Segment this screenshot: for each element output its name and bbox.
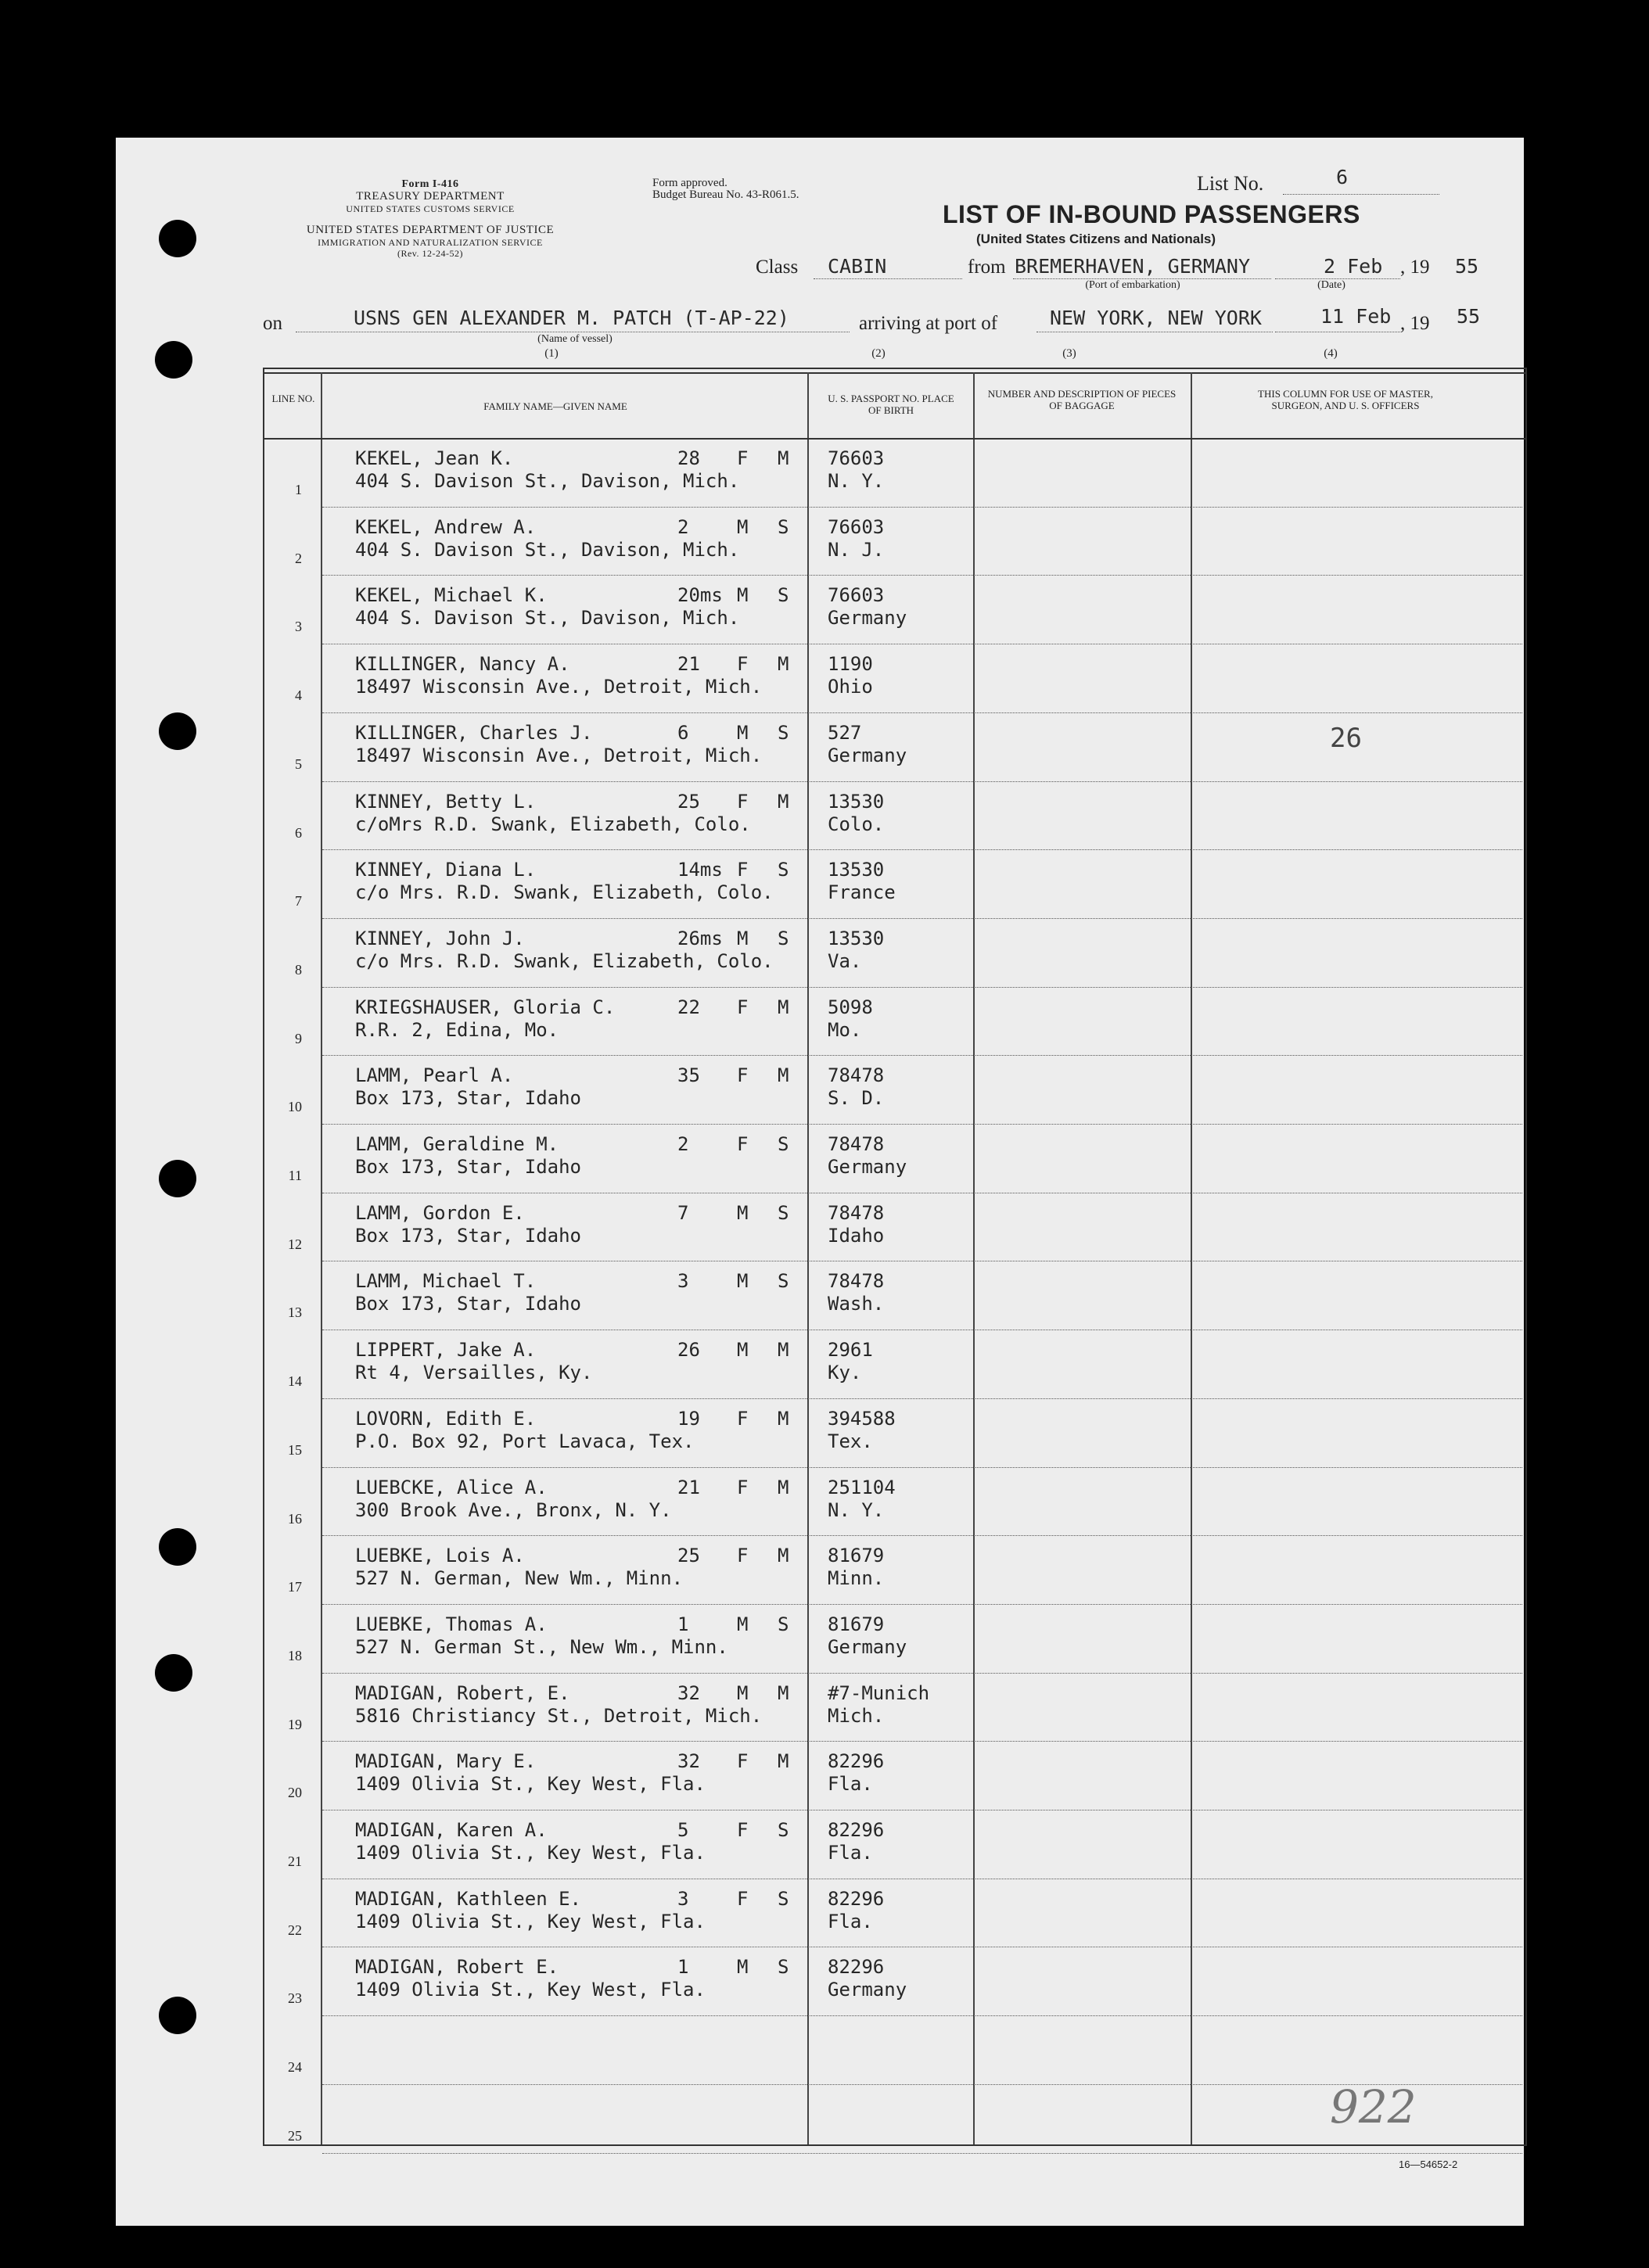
passenger-marital: M [778,1064,789,1087]
passenger-marital: M [778,790,789,813]
passport-number: 2961 [828,1339,873,1362]
passenger-address: 527 N. German, New Wm., Minn. [355,1567,684,1590]
col-num-3: (3) [1062,347,1076,360]
from-value: BREMERHAVEN, GERMANY [1015,255,1251,278]
arriving-label: arriving at port of [859,313,998,334]
place-of-birth: Ky. [828,1362,862,1384]
arrival-year-prefix: , 19 [1400,313,1430,334]
passenger-name: MADIGAN, Karen A. [355,1819,548,1841]
passenger-name: KILLINGER, Nancy A. [355,653,570,676]
passport-number: 82296 [828,1956,885,1979]
vessel-name: USNS GEN ALEXANDER M. PATCH (T-AP-22) [354,307,789,329]
passenger-address: Box 173, Star, Idaho [355,1293,581,1315]
passenger-address: 1409 Olivia St., Key West, Fla. [355,1979,706,2001]
passenger-table-border [263,368,1527,2146]
row-separator [322,507,1522,508]
class-label: Class [756,257,799,278]
passport-number: 78478 [828,1133,885,1155]
passenger-marital: S [778,859,789,881]
line-number: 25 [288,2127,302,2144]
place-of-birth: Germany [828,1635,907,1658]
passenger-age: 2 [677,1133,689,1155]
binder-hole [159,1528,196,1566]
passenger-age: 1 [677,1613,689,1635]
passenger-age: 28 [677,447,700,469]
passenger-name: KEKEL, Andrew A. [355,515,537,538]
passenger-age: 26ms [677,927,723,949]
passport-number: 82296 [828,1887,885,1910]
passenger-address: 404 S. Davison St., Davison, Mich. [355,607,740,630]
row-separator [322,575,1522,576]
row-separator [322,987,1522,988]
passenger-marital: M [778,996,789,1018]
line-number: 11 [288,1168,302,1183]
passenger-address: P.O. Box 92, Port Lavaca, Tex. [355,1430,695,1452]
row-separator [322,781,1522,782]
passport-number: 81679 [828,1545,885,1567]
passenger-sex: F [737,1819,749,1841]
passenger-name: LAMM, Michael T. [355,1270,537,1293]
place-of-birth: Fla. [828,1910,873,1932]
row-separator [322,1124,1522,1125]
passport-number: 13530 [828,859,885,881]
passenger-age: 26 [677,1339,700,1362]
passport-number: 78478 [828,1201,885,1224]
place-of-birth: Fla. [828,1773,873,1796]
passenger-age: 14ms [677,859,723,881]
passenger-marital: M [778,1407,789,1430]
line-number: 8 [295,961,302,978]
passenger-age: 2 [677,515,689,538]
passenger-name: LUEBKE, Thomas A. [355,1613,548,1635]
header-rule [264,438,1525,440]
passenger-sex: F [737,1064,749,1087]
arrival-port: NEW YORK, NEW YORK [1050,307,1262,329]
passenger-marital: M [778,1681,789,1704]
from-year-prefix: , 19 [1400,257,1430,278]
passenger-sex: M [737,927,749,949]
passenger-sex: F [737,790,749,813]
from-year: 55 [1455,255,1479,278]
passenger-name: LAMM, Geraldine M. [355,1133,559,1155]
passenger-sex: F [737,859,749,881]
passenger-marital: M [778,653,789,676]
passenger-address: c/oMrs R.D. Swank, Elizabeth, Colo. [355,813,751,835]
header-passport: U. S. PASSPORT NO. PLACE OF BIRTH [828,393,954,416]
line-number: 23 [288,1990,302,2007]
line-number: 14 [288,1373,302,1390]
page-subtitle: (United States Citizens and Nationals) [976,231,1216,246]
place-of-birth: S. D. [828,1087,885,1110]
place-of-birth: Va. [828,949,862,972]
passenger-age: 5 [677,1819,689,1841]
passenger-sex: M [737,1201,749,1224]
line-number: 12 [288,1236,302,1252]
passport-number: 527 [828,721,862,744]
passenger-name: LUEBKE, Lois A. [355,1545,525,1567]
passenger-name: LAMM, Pearl A. [355,1064,514,1087]
passenger-marital: M [778,1750,789,1773]
passenger-name: MADIGAN, Kathleen E. [355,1887,581,1910]
justice-dept: UNITED STATES DEPARTMENT OF JUSTICE [306,224,555,236]
passport-number: 251104 [828,1476,896,1498]
place-of-birth: N. Y. [828,1498,885,1521]
passenger-name: MADIGAN, Mary E. [355,1750,537,1773]
place-of-birth: France [828,881,896,904]
list-no-line [1283,194,1439,195]
passenger-sex: M [737,1339,749,1362]
passenger-address: 1409 Olivia St., Key West, Fla. [355,1842,706,1864]
passenger-marital: S [778,927,789,949]
passenger-address: 1409 Olivia St., Key West, Fla. [355,1773,706,1796]
line-number: 2 [295,550,302,566]
place-of-birth: Idaho [828,1224,885,1247]
passport-number: 13530 [828,927,885,949]
line-number: 10 [288,1099,302,1115]
passenger-age: 22 [677,996,700,1018]
passenger-sex: F [737,1887,749,1910]
place-of-birth: Germany [828,607,907,630]
passenger-name: LIPPERT, Jake A. [355,1339,537,1362]
row-separator [322,1398,1522,1399]
passenger-sex: M [737,1956,749,1979]
passenger-address: 1409 Olivia St., Key West, Fla. [355,1910,706,1932]
passenger-name: KILLINGER, Charles J. [355,721,593,744]
passenger-address: R.R. 2, Edina, Mo. [355,1018,559,1041]
passenger-sex: F [737,1545,749,1567]
passenger-marital: S [778,1133,789,1155]
treasury-dept: TREASURY DEPARTMENT [356,190,505,203]
passenger-age: 19 [677,1407,700,1430]
passenger-marital: S [778,1613,789,1635]
passenger-address: Rt 4, Versailles, Ky. [355,1362,593,1384]
passport-number: 82296 [828,1750,885,1773]
place-of-birth: Mo. [828,1018,862,1041]
date-caption: (Date) [1317,279,1345,291]
place-of-birth: Tex. [828,1430,873,1452]
passenger-marital: S [778,1887,789,1910]
passport-number: 76603 [828,447,885,469]
passenger-sex: F [737,1750,749,1773]
passport-number: 394588 [828,1407,896,1430]
row-separator [322,849,1522,850]
line-number: 3 [295,619,302,635]
passenger-sex: M [737,584,749,607]
line-number: 22 [288,1922,302,1938]
passenger-sex: M [737,515,749,538]
line-number: 21 [288,1854,302,1869]
place-of-birth: Germany [828,1979,907,2001]
passenger-sex: F [737,1476,749,1498]
customs-service: UNITED STATES CUSTOMS SERVICE [346,203,515,214]
officer-mark: 26 [1330,723,1362,754]
header-name: FAMILY NAME—GIVEN NAME [483,400,627,412]
col-num-1: (1) [544,347,559,360]
passenger-address: Box 173, Star, Idaho [355,1087,581,1110]
passenger-name: LOVORN, Edith E. [355,1407,537,1430]
place-of-birth: N. Y. [828,470,885,492]
passenger-address: Box 173, Star, Idaho [355,1224,581,1247]
header-baggage: NUMBER AND DESCRIPTION OF PIECES OF BAGGAGE [987,388,1177,411]
passenger-age: 32 [677,1681,700,1704]
ins-service: IMMIGRATION AND NATURALIZATION SERVICE [318,237,543,248]
passport-number: 81679 [828,1613,885,1635]
footer-code: 16—54652-2 [1399,2159,1458,2170]
passenger-name: LAMM, Gordon E. [355,1201,525,1224]
passenger-age: 32 [677,1750,700,1773]
passenger-sex: M [737,1270,749,1293]
binder-hole [159,712,196,750]
row-separator [322,2153,1522,2154]
passenger-name: LUEBCKE, Alice A. [355,1476,548,1498]
row-separator [322,1467,1522,1468]
passenger-age: 6 [677,721,689,744]
passenger-sex: F [737,447,749,469]
binder-hole [155,1654,192,1692]
passport-number: 78478 [828,1064,885,1087]
from-label: from [968,257,1006,278]
budget-bureau: Budget Bureau No. 43-R061.5. [652,188,799,201]
passenger-address: 18497 Wisconsin Ave., Detroit, Mich. [355,744,763,766]
place-of-birth: Minn. [828,1567,885,1590]
passenger-age: 3 [677,1270,689,1293]
passenger-age: 35 [677,1064,700,1087]
line-number: 18 [288,1647,302,1663]
passenger-name: MADIGAN, Robert E. [355,1956,559,1979]
passenger-marital: S [778,1956,789,1979]
passport-number: #7-Munich [828,1681,930,1704]
passenger-marital: S [778,1201,789,1224]
class-value: CABIN [828,255,887,278]
passport-number: 76603 [828,515,885,538]
form-number: Form I-416 [401,178,459,190]
passport-number: 76603 [828,584,885,607]
passenger-address: 300 Brook Ave., Bronx, N. Y. [355,1498,672,1521]
passenger-marital: M [778,1545,789,1567]
passenger-marital: M [778,1476,789,1498]
from-date: 2 Feb [1324,255,1383,278]
line-number: 17 [288,1579,302,1595]
passenger-sex: M [737,721,749,744]
passenger-name: KINNEY, Betty L. [355,790,537,813]
line-number: 1 [295,482,302,497]
col-num-2: (2) [871,347,886,360]
passenger-address: 5816 Christiancy St., Detroit, Mich. [355,1704,763,1727]
line-number: 5 [295,755,302,772]
passenger-name: KINNEY, Diana L. [355,859,537,881]
passenger-name: KEKEL, Jean K. [355,447,514,469]
passenger-sex: M [737,1681,749,1704]
handwritten-notation: 922 [1330,2080,1417,2133]
passenger-marital: S [778,1819,789,1841]
line-number: 24 [288,2059,302,2076]
place-of-birth: N. J. [828,538,885,561]
place-of-birth: Fla. [828,1842,873,1864]
passenger-address: Box 173, Star, Idaho [355,1156,581,1178]
passenger-address: 527 N. German St., New Wm., Minn. [355,1635,728,1658]
vessel-caption: (Name of vessel) [537,333,613,345]
binder-hole [159,1160,196,1197]
line-number: 19 [288,1716,302,1732]
place-of-birth: Ohio [828,676,873,698]
line-number: 13 [288,1304,302,1321]
place-of-birth: Mich. [828,1704,885,1727]
passenger-age: 3 [677,1887,689,1910]
passenger-name: KINNEY, John J. [355,927,525,949]
list-no-label: List No. [1197,172,1264,195]
passenger-age: 1 [677,1956,689,1979]
place-of-birth: Colo. [828,813,885,835]
passenger-address: c/o Mrs. R.D. Swank, Elizabeth, Colo. [355,949,774,972]
binder-hole [159,1997,196,2034]
line-number: 7 [295,893,302,910]
list-no-value: 6 [1336,166,1349,188]
passport-number: 78478 [828,1270,885,1293]
line-number: 16 [288,1510,302,1527]
passenger-marital: M [778,447,789,469]
on-label: on [263,313,282,334]
passport-number: 1190 [828,653,873,676]
row-separator [322,1673,1522,1674]
header-line-no: LINE NO. [271,393,315,404]
binder-hole [159,220,196,257]
passenger-sex: F [737,1133,749,1155]
passenger-marital: M [778,1339,789,1362]
page-title: LIST OF IN-BOUND PASSENGERS [943,200,1360,228]
line-number: 15 [288,1441,302,1458]
passport-number: 5098 [828,996,873,1018]
col-num-4: (4) [1324,347,1338,360]
passenger-sex: F [737,653,749,676]
form-approved: Form approved. [652,177,728,189]
passenger-age: 25 [677,1545,700,1567]
line-number: 6 [295,824,302,841]
place-of-birth: Wash. [828,1293,885,1315]
passenger-marital: S [778,721,789,744]
passenger-marital: S [778,584,789,607]
passenger-sex: F [737,1407,749,1430]
passenger-marital: S [778,515,789,538]
passenger-name: MADIGAN, Robert, E. [355,1681,570,1704]
revision-date: (Rev. 12-24-52) [397,248,464,259]
passenger-age: 25 [677,790,700,813]
passenger-age: 20ms [677,584,723,607]
passenger-sex: M [737,1613,749,1635]
row-separator [322,2015,1522,2016]
row-separator [322,1741,1522,1742]
port-caption: (Port of embarkation) [1085,279,1180,291]
row-separator [322,1055,1522,1056]
line-number: 20 [288,1785,302,1801]
passenger-age: 21 [677,653,700,676]
passenger-marital: S [778,1270,789,1293]
passenger-address: 404 S. Davison St., Davison, Mich. [355,470,740,492]
passenger-name: KEKEL, Michael K. [355,584,548,607]
passenger-age: 7 [677,1201,689,1224]
row-separator [322,1604,1522,1605]
passenger-address: 18497 Wisconsin Ave., Detroit, Mich. [355,676,763,698]
table-double-rule [263,372,1527,374]
passenger-address: c/o Mrs. R.D. Swank, Elizabeth, Colo. [355,881,774,904]
row-separator [322,918,1522,919]
passenger-address: 404 S. Davison St., Davison, Mich. [355,538,740,561]
binder-hole [155,341,192,379]
passport-number: 82296 [828,1819,885,1841]
row-separator [322,1535,1522,1536]
class-line [814,278,962,279]
passenger-sex: F [737,996,749,1018]
passport-number: 13530 [828,790,885,813]
arrival-year: 55 [1457,305,1481,328]
passenger-name: KRIEGSHAUSER, Gloria C. [355,996,616,1018]
header-officers: THIS COLUMN FOR USE OF MASTER, SURGEON, AND U. S. OFFICERS [1258,388,1433,411]
row-separator [322,712,1522,713]
line-number: 4 [295,687,302,704]
passenger-age: 21 [677,1476,700,1498]
place-of-birth: Germany [828,744,907,766]
arrival-date: 11 Feb [1320,305,1392,328]
line-number: 9 [295,1030,302,1046]
place-of-birth: Germany [828,1156,907,1178]
